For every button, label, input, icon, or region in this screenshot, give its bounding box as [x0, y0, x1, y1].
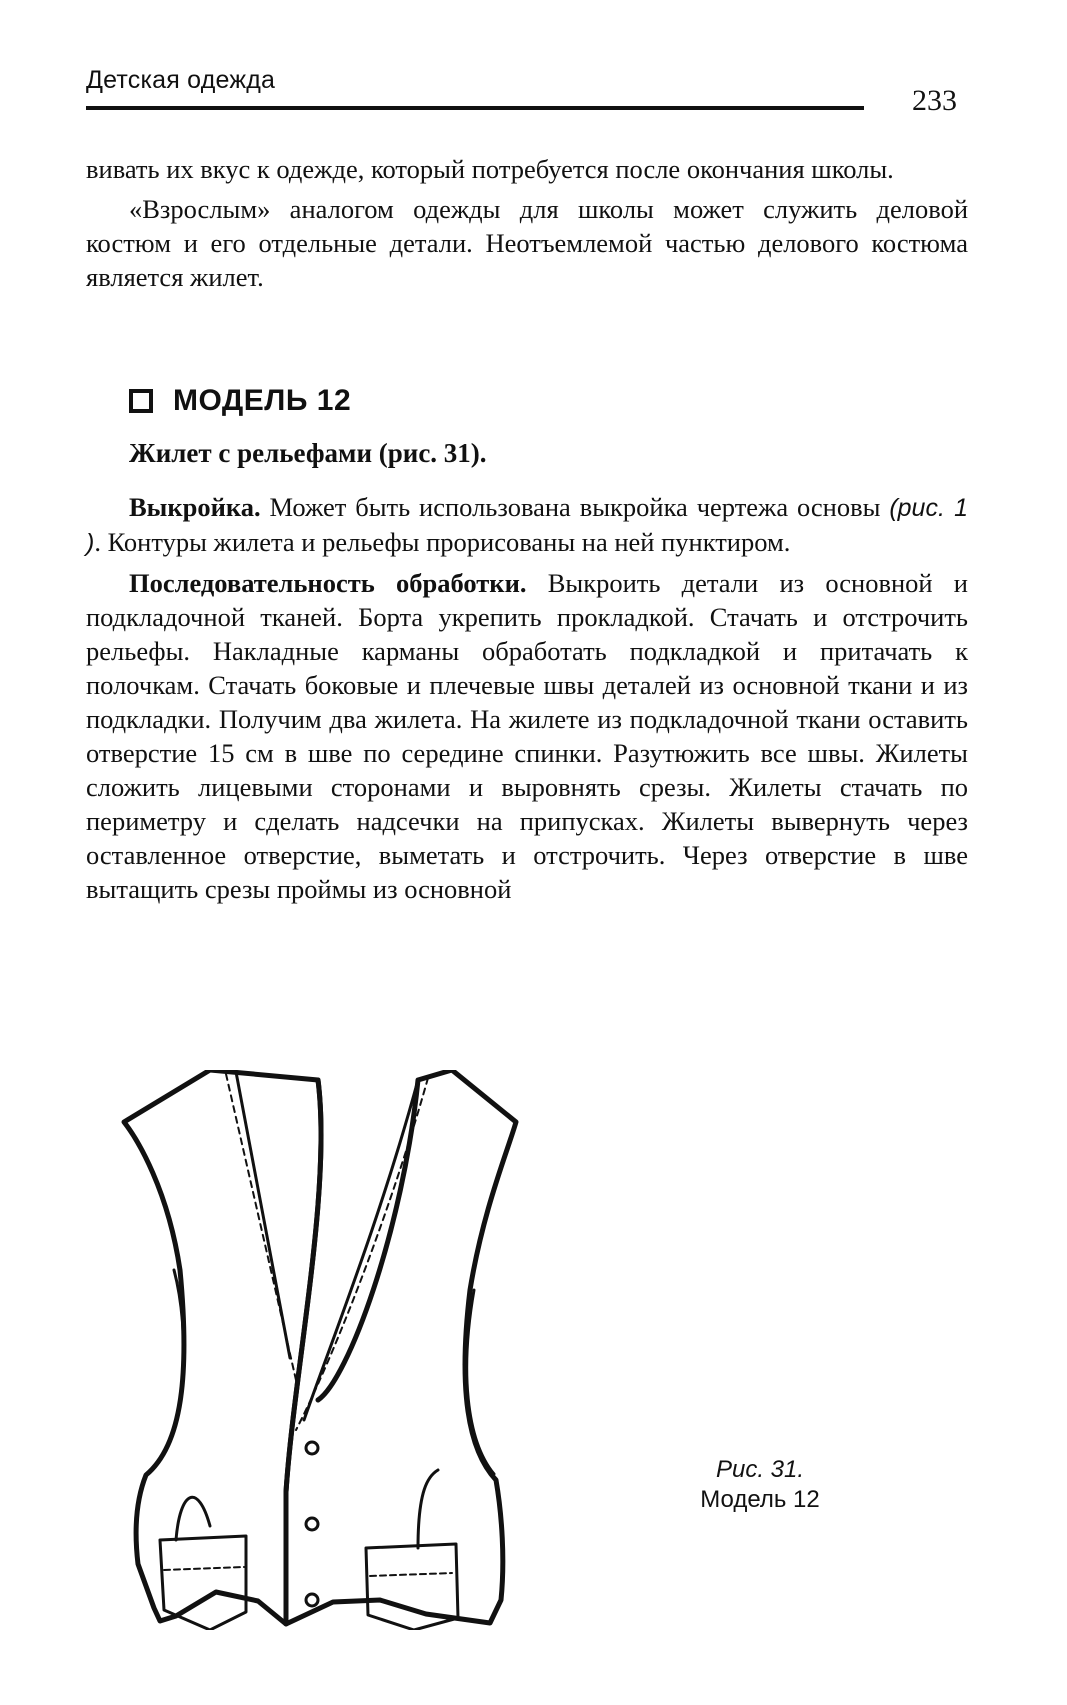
pattern-text-2: . Контуры жилета и рельефы прорисованы на ней пунктиром.: [94, 527, 791, 557]
model-heading: [129, 384, 351, 418]
button-2: [306, 1518, 318, 1530]
body-text: [86, 490, 968, 906]
sequence-paragraph: [86, 566, 968, 906]
figure-caption-title: Модель 12: [700, 1486, 820, 1513]
square-bullet-icon: [129, 389, 153, 413]
model-heading-text: МОДЕЛЬ 12: [173, 384, 352, 417]
figure-caption-number: Рис. 31.: [715, 1456, 805, 1483]
vest-illustration: [118, 1070, 578, 1630]
sequence-text: Выкроить детали из основной и подкладочной тканей. Борта укрепить прокладкой. Стачать и отстрочить рельефы. Накладные карманы обработать подкладкой и притачать к полочкам. Стачать боковые и плечевые швы деталей из основной ткани и из подкладки. Получим два жилета. На жилете из подкладочной ткани оставить отверстие 15 см в шве по середине спинки. Разутюжить все швы. Жилеты сложить лицевыми сторонами и выровнять срезы. Жилеты стачать по периметру и сделать надсечки на припусках. Жилеты вывернуть через оставленное отверстие, выметать и отстрочить. Через отверстие в шве вытащить срезы проймы из основной: [86, 568, 968, 904]
model-subtitle: Жилет с рельефами (рис. 31).: [129, 438, 487, 468]
pattern-paragraph: [86, 490, 968, 560]
vest-right-panel: [286, 1070, 516, 1624]
running-title: Детская одежда: [86, 66, 276, 94]
figure-caption: [680, 1455, 840, 1515]
intro-paragraph-2: «Взрослым» аналогом одежды для школы может служить деловой костюм и его отдельные детали. Неотъемлемой частью делового костюма является жилет.: [86, 194, 968, 292]
intro-text: [86, 152, 968, 294]
button-3: [306, 1594, 318, 1606]
vest-left-panel: [124, 1070, 321, 1624]
intro-paragraph-1: вивать их вкус к одежде, который потребуется после окончания школы.: [86, 154, 894, 184]
neckline-stitch: [226, 1074, 428, 1430]
pattern-text-1: Может быть использована выкройка чертежа основы: [260, 492, 890, 522]
pattern-label: Выкройка.: [129, 492, 261, 522]
pattern-figure-ref: (рис. 1 ): [86, 494, 969, 557]
button-1: [306, 1442, 318, 1454]
page-number: 233: [912, 84, 957, 117]
right-relief-line: [467, 1290, 494, 1474]
header-rule: [86, 106, 864, 110]
sequence-label: Последовательность обработки.: [129, 568, 527, 598]
